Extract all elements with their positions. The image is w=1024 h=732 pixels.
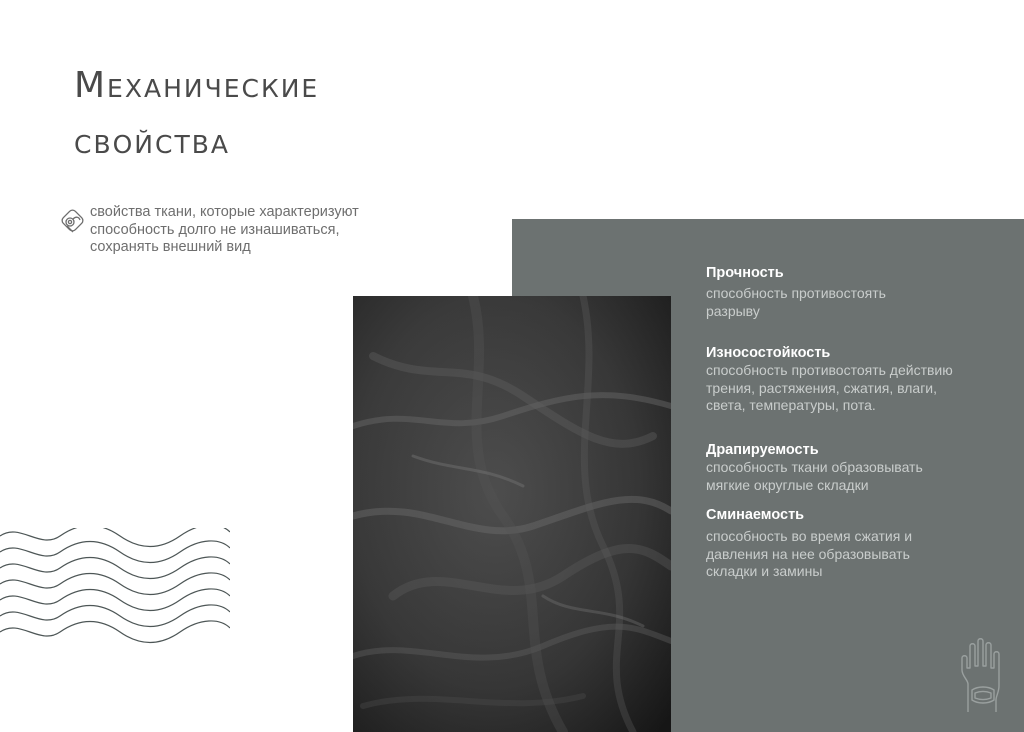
property-description: способность противостоять разрыву [706, 285, 886, 319]
silk-fabric-image [353, 296, 671, 732]
property-description: способность во время сжатия и давления на нее образовывать складки и замины [706, 528, 913, 579]
property-title: Прочность [706, 265, 784, 281]
property-description: способность противостоять действию трения, растяжения, сжатия, влаги, света, температуры, пота. [706, 362, 953, 413]
title-line-1: Механические [74, 65, 320, 106]
property-wear-resistance [706, 344, 996, 415]
intro-text: свойства ткани, которые характеризуют способность долго не изнашиваться, сохранять внешний вид [90, 204, 359, 255]
property-description: способность ткани образовывать мягкие округлые складки [706, 459, 923, 493]
property-title: Драпируемость [706, 442, 819, 458]
fabric-roll-icon [58, 208, 86, 236]
hand-icon [958, 636, 1006, 714]
property-creasability [706, 506, 996, 581]
property-title: Износостойкость [706, 345, 831, 361]
property-strength [706, 264, 996, 320]
property-title: Сминаемость [706, 507, 805, 523]
wave-lines-decoration [0, 528, 230, 646]
fabric-photo [353, 296, 671, 732]
title-line-2: свойства [74, 121, 230, 162]
property-drapability [706, 441, 996, 494]
page-title [74, 58, 494, 170]
